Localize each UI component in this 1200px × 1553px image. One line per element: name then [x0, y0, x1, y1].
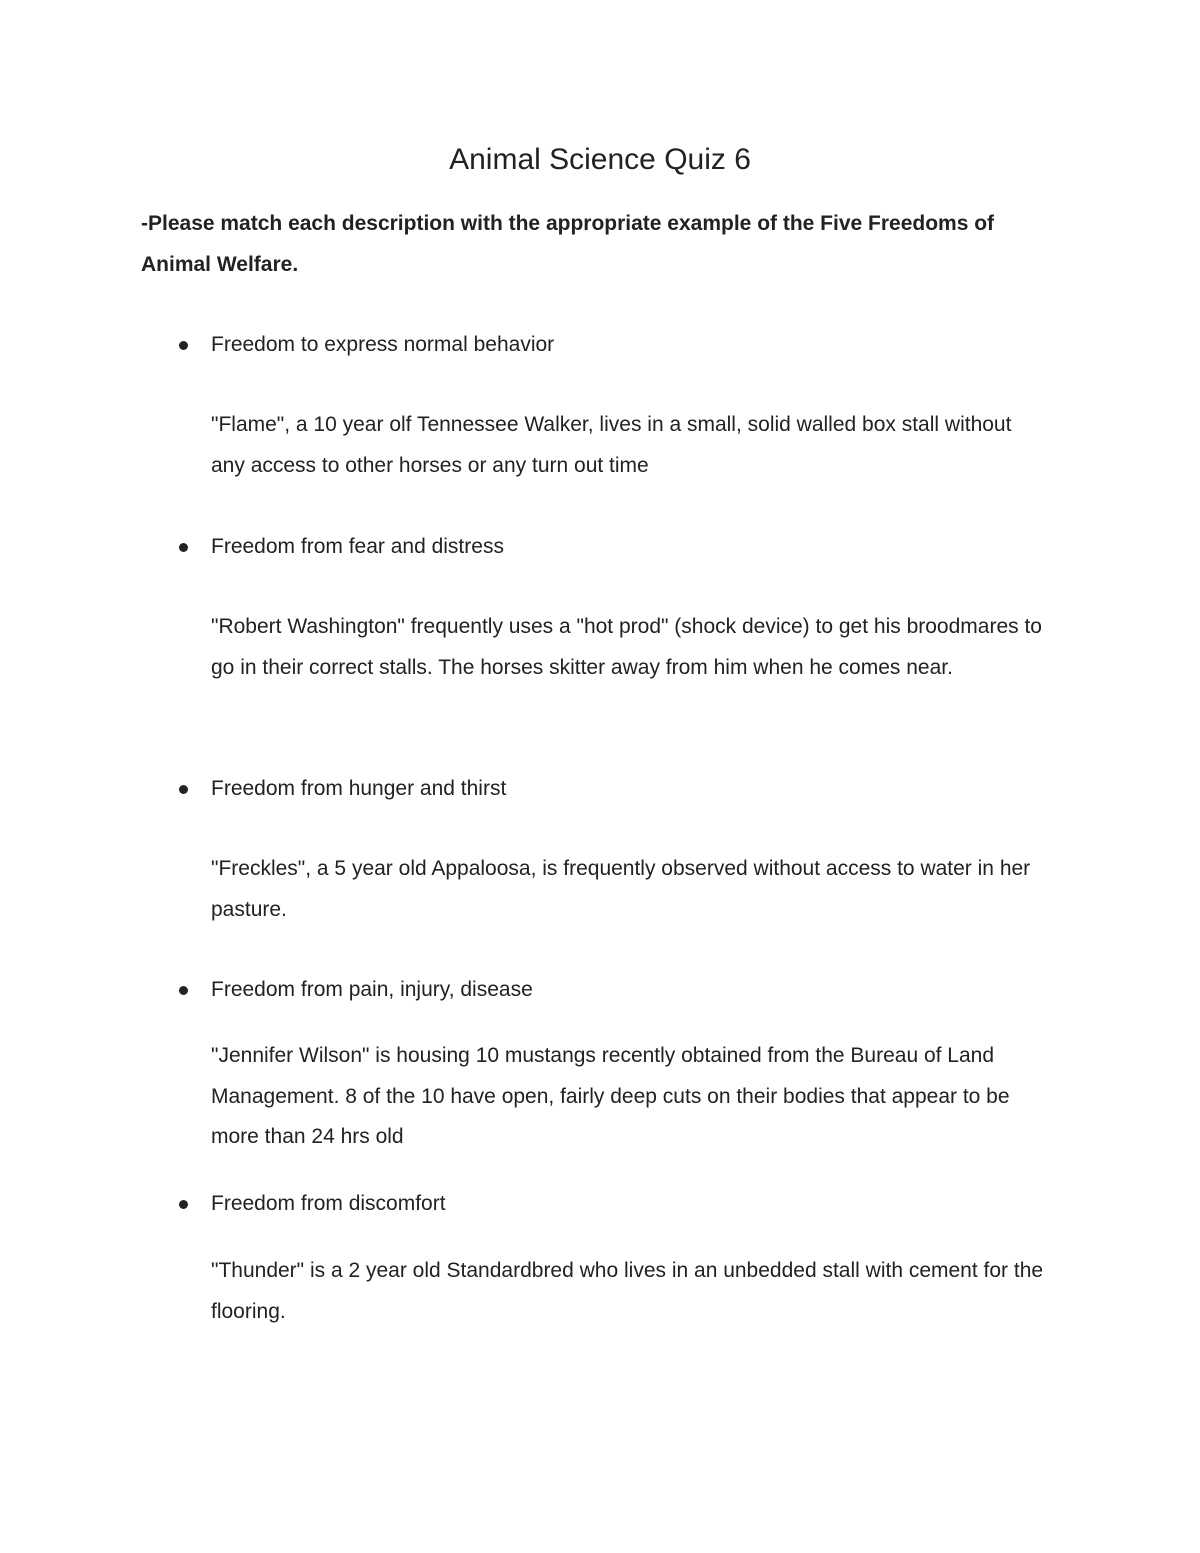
bullet-icon	[179, 785, 188, 794]
freedom-label: Freedom from pain, injury, disease	[211, 978, 533, 1001]
instructions-text: -Please match each description with the appropriate example of the Five Freedoms of Animal Welfare.	[141, 212, 995, 276]
bullet-icon	[179, 1200, 188, 1209]
freedom-label: Freedom from fear and distress	[211, 535, 504, 558]
example-text: "Jennifer Wilson" is housing 10 mustangs recently obtained from the Bureau of Land Management. 8 of the 10 have open, fairly deep cuts on their bodies that appear to be more than 24 hrs old	[211, 1044, 1010, 1148]
bullet-icon	[179, 341, 188, 350]
example-text: "Thunder" is a 2 year old Standardbred who lives in an unbedded stall with cement for the flooring.	[211, 1259, 1044, 1323]
bullet-icon	[179, 986, 188, 995]
freedom-label: Freedom from discomfort	[211, 1192, 446, 1215]
freedom-label: Freedom to express normal behavior	[211, 333, 555, 356]
example-text: "Flame", a 10 year olf Tennessee Walker, lives in a small, solid walled box stall without any access to other horses or any turn out time	[211, 413, 1012, 477]
freedom-label: Freedom from hunger and thirst	[211, 777, 507, 800]
example-text: "Robert Washington" frequently uses a "hot prod" (shock device) to get his broodmares to go in their correct stalls. The horses skitter away from him when he comes near.	[211, 615, 1042, 679]
document-title: Animal Science Quiz 6	[449, 143, 751, 176]
bullet-icon	[179, 543, 188, 552]
example-text: "Freckles", a 5 year old Appaloosa, is frequently observed without access to water in her pasture.	[211, 857, 1031, 921]
